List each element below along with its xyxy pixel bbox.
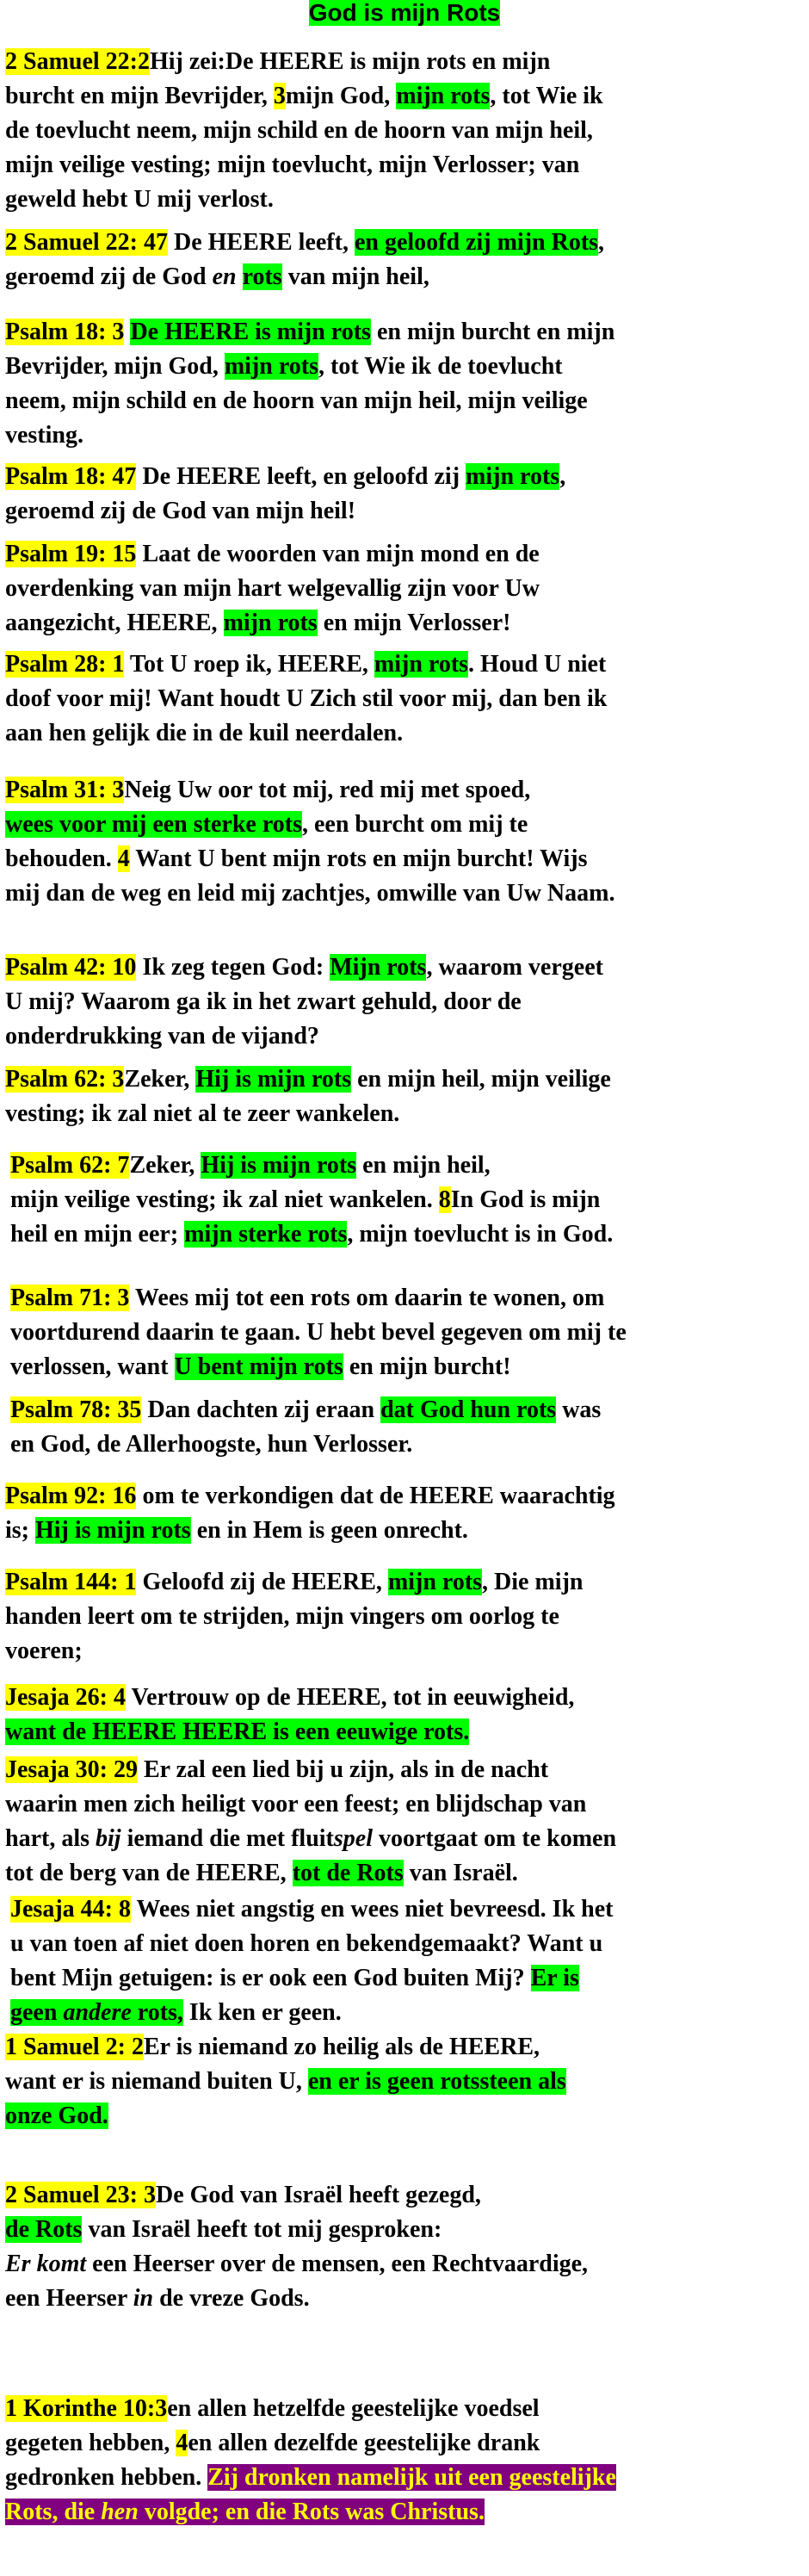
passage-1-samuel-2-2: 1 Samuel 2: 2Er is niemand zo heilig als de HEERE, want er is niemand buiten U, en er is geen rotssteen als onze God.: [5, 2034, 566, 2129]
verse-reference: Psalm 31: 3: [5, 777, 125, 803]
verse-reference: 1 Samuel 2: 2: [5, 2034, 144, 2060]
passage-psalm-28-1: Psalm 28: 1 Tot U roep ik, HEERE, mijn rots. Houd U niet doof voor mij! Want houdt U Zich stil voor mij, dan ben ik aan hen gelijk die in de kuil neerdalen.: [5, 651, 608, 746]
passage-psalm-62-7: Psalm 62: 7Zeker, Hij is mijn rots en mijn heil, mijn veilige vesting; ik zal niet wankelen. 8In God is mijn heil en mijn eer; mijn sterke rots, mijn toevlucht is in God.: [10, 1152, 614, 1248]
passage-jesaja-44-8: Jesaja 44: 8 Wees niet angstig en wees niet bevreesd. Ik het u van toen af niet doen horen en bekendgemaakt? Want u bent Mijn getuigen: is er ook een God buiten Mij? Er is geen andere rots, Ik ken er geen.: [10, 1896, 614, 2026]
verse-reference: Jesaja 44: 8: [10, 1896, 131, 1923]
verse-reference: Jesaja 26: 4: [5, 1684, 126, 1711]
verse-reference: Psalm 62: 3: [5, 1066, 125, 1093]
passage-psalm-31-3: Psalm 31: 3Neig Uw oor tot mij, red mij met spoed, wees voor mij een sterke rots, een burcht om mij te behouden. 4 Want U bent mijn rots en mijn burcht! Wijs mij dan de weg en leid mij zachtjes, omwille van Uw Naam.: [5, 777, 615, 907]
passage-psalm-92-16: Psalm 92: 16 om te verkondigen dat de HEERE waarachtig is; Hij is mijn rots en in Hem is geen onrecht.: [5, 1483, 615, 1544]
page-title: God is mijn Rots: [308, 0, 501, 26]
passage-2-samuel-23-3: 2 Samuel 23: 3De God van Israël heeft gezegd, de Rots van Israël heeft tot mij gesproken: Er komt een Heerser over de mensen, een Rechtvaardige, een Heerser in de vreze Gods.: [5, 2182, 589, 2312]
verse-reference: Psalm 42: 10: [5, 954, 137, 981]
verse-reference: Psalm 62: 7: [10, 1152, 130, 1179]
verse-reference: Psalm 144: 1: [5, 1569, 137, 1595]
passage-psalm-18-47: Psalm 18: 47 De HEERE leeft, en geloofd zij mijn rots, geroemd zij de God van mijn heil!: [5, 463, 566, 524]
passage-psalm-144-1: Psalm 144: 1 Geloofd zij de HEERE, mijn rots, Die mijn handen leert om te strijden, mijn vingers om oorlog te voeren;: [5, 1569, 584, 1664]
passage-jesaja-26-4: Jesaja 26: 4 Vertrouw op de HEERE, tot in eeuwigheid, want de HEERE HEERE is een eeuwige rots.: [5, 1684, 575, 1745]
verse-reference: Psalm 71: 3: [10, 1285, 130, 1311]
passage-jesaja-30-29: Jesaja 30: 29 Er zal een lied bij u zijn, als in de nacht waarin men zich heiligt voor een feest; en blijdschap van hart, als bij iemand die met fluitspel voortgaat om te komen tot de berg van de HEERE, tot de Rots van Israël.: [5, 1756, 617, 1886]
verse-reference: Psalm 18: 3: [5, 319, 125, 345]
verse-reference: 2 Samuel 22: 47: [5, 229, 168, 256]
verse-reference: Psalm 78: 35: [10, 1396, 142, 1423]
verse-reference: Psalm 92: 16: [5, 1483, 137, 1509]
passage-psalm-18-3: Psalm 18: 3 De HEERE is mijn rots en mijn burcht en mijn Bevrijder, mijn God, mijn rots, tot Wie ik de toevlucht neem, mijn schild en de hoorn van mijn heil, mijn veilige vesting.: [5, 319, 615, 449]
verse-reference: 2 Samuel 22:2: [5, 48, 150, 75]
verse-reference: Psalm 18: 47: [5, 463, 137, 490]
verse-reference: Jesaja 30: 29: [5, 1756, 138, 1783]
verse-reference: Psalm 28: 1: [5, 651, 125, 678]
passage-2-samuel-22-2: 2 Samuel 22:2Hij zei:De HEERE is mijn rots en mijn burcht en mijn Bevrijder, 3mijn God, mijn rots, tot Wie ik de toevlucht neem, mijn schild en de hoorn van mijn heil, mijn veilige vesting; mijn toevlucht, mijn Verlosser; van geweld hebt U mij verlost.: [5, 48, 603, 213]
verse-reference: Psalm 19: 15: [5, 541, 137, 567]
passage-2-samuel-22-47: 2 Samuel 22: 47 De HEERE leeft, en geloofd zij mijn Rots, geroemd zij de God en rots van mijn heil,: [5, 229, 605, 290]
verse-reference: 1 Korinthe 10:3: [5, 2395, 168, 2422]
passage-psalm-42-10: Psalm 42: 10 Ik zeg tegen God: Mijn rots, waarom vergeet U mij? Waarom ga ik in het zwart gehuld, door de onderdrukking van de vijand?: [5, 954, 603, 1050]
passage-1-korinthe-10-3: 1 Korinthe 10:3en allen hetzelfde geestelijke voedsel gegeten hebben, 4en allen dezelfde geestelijke drank gedronken hebben. Zij dronken namelijk uit een geestelijke Rots, die hen volgde; en die Rots was Christus.: [5, 2395, 616, 2525]
passage-psalm-71-3: Psalm 71: 3 Wees mij tot een rots om daarin te wonen, om voortdurend daarin te gaan. U hebt bevel gegeven om mij te verlossen, want U bent mijn rots en mijn burcht!: [10, 1285, 627, 1380]
passage-psalm-62-3: Psalm 62: 3Zeker, Hij is mijn rots en mijn heil, mijn veilige vesting; ik zal niet al te zeer wankelen.: [5, 1066, 611, 1127]
passage-psalm-78-35: Psalm 78: 35 Dan dachten zij eraan dat God hun rots was en God, de Allerhoogste, hun Verlosser.: [10, 1396, 602, 1458]
verse-reference: 2 Samuel 23: 3: [5, 2182, 156, 2208]
passage-psalm-19-15: Psalm 19: 15 Laat de woorden van mijn mond en de overdenking van mijn hart welgevallig zijn voor Uw aangezicht, HEERE, mijn rots en mijn Verlosser!: [5, 541, 540, 636]
